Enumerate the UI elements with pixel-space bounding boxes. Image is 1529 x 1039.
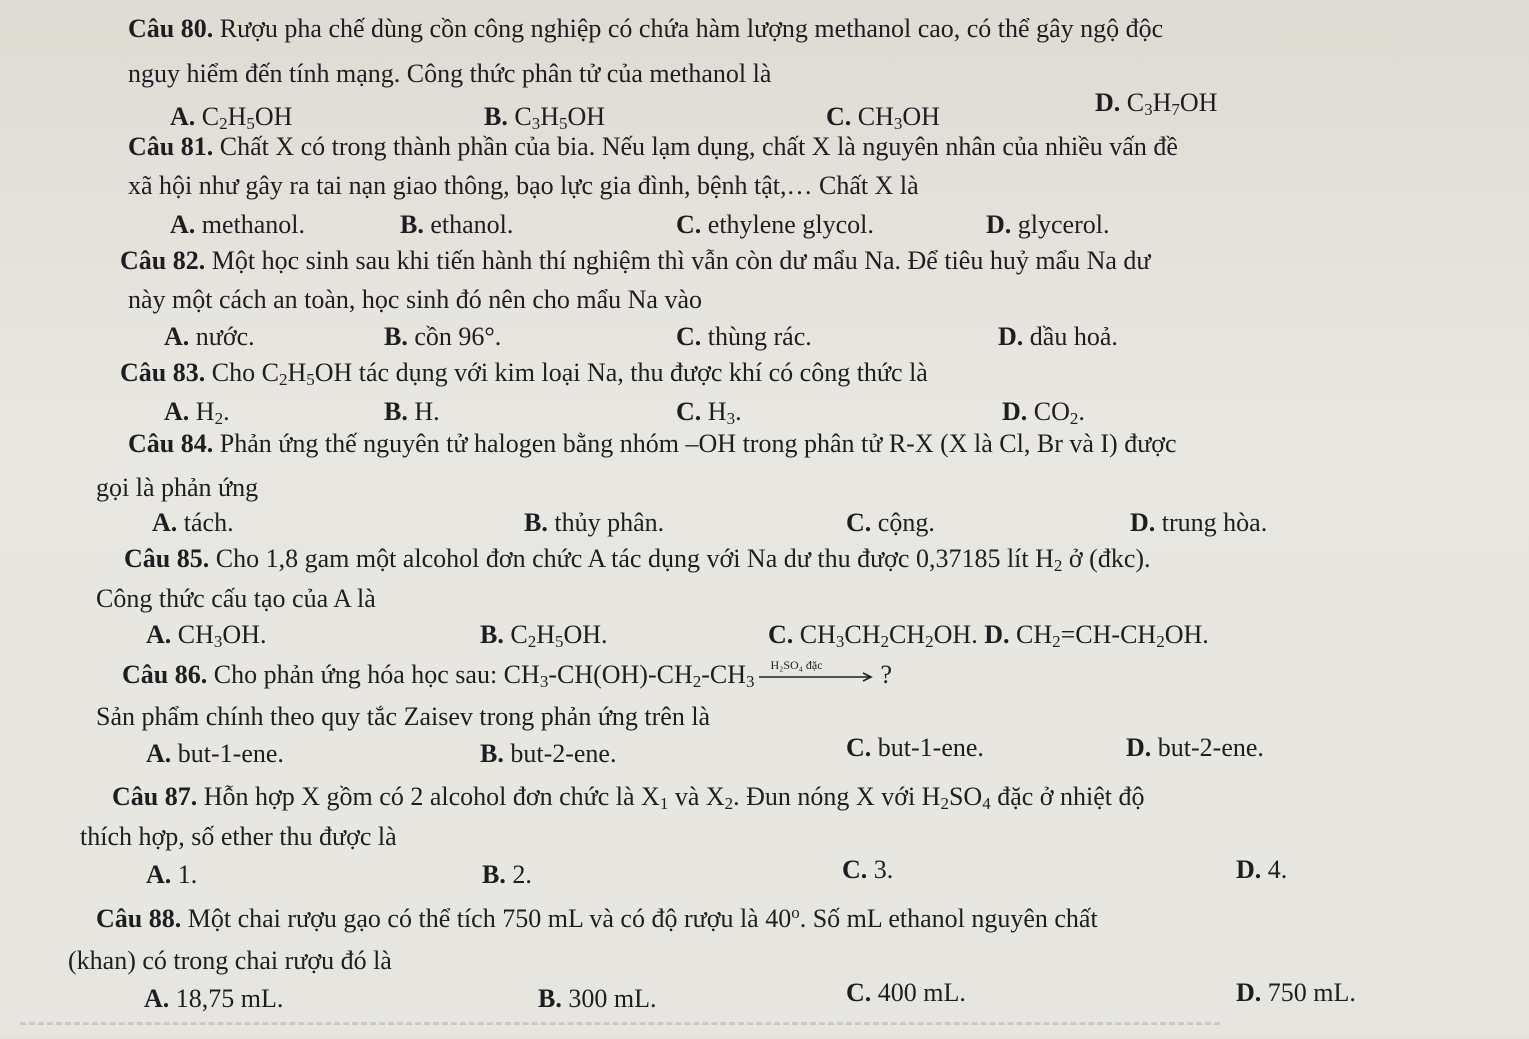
- cut-off-next-line: [20, 1022, 1220, 1039]
- question-83-option-b[interactable]: B. H.: [384, 397, 440, 426]
- question-86-stem-pre: Cho phản ứng hóa học sau: CH: [213, 660, 540, 689]
- question-80-label: Câu 80.: [128, 14, 214, 43]
- question-86-stem-post: ?: [880, 660, 893, 689]
- question-81-stem-2: xã hội như gây ra tai nạn giao thông, bạo lực gia đình, bệnh tật,… Chất X là: [128, 171, 919, 200]
- question-84-stem-2: gọi là phản ứng: [96, 473, 259, 502]
- arrow-icon: [759, 672, 877, 682]
- question-87-stem-post: đặc ở nhiệt độ: [990, 782, 1145, 811]
- question-88-option-d[interactable]: D. 750 mL.: [1236, 978, 1356, 1007]
- question-84-stem-1: Phản ứng thế nguyên tử halogen bằng nhóm –OH trong phân tử R-X (X là Cl, Br và I) được: [219, 429, 1177, 458]
- question-82-label: Câu 82.: [120, 246, 206, 275]
- question-85-stem-pre: Cho 1,8 gam một alcohol đơn chức A tác dụng với Na dư thu được 0,37185 lít H: [215, 544, 1054, 573]
- question-80-stem-2: nguy hiểm đến tính mạng. Công thức phân tử của methanol là: [128, 59, 772, 88]
- question-88-option-b[interactable]: B. 300 mL.: [538, 984, 657, 1013]
- question-81-line-1: [128, 132, 1178, 162]
- question-84-option-d[interactable]: D. trung hòa.: [1130, 508, 1268, 537]
- question-86-option-d[interactable]: D. but-2-ene.: [1126, 733, 1264, 762]
- question-81-line-2: [128, 171, 919, 201]
- question-85-option-a[interactable]: A. $CH_3OH$.: [146, 620, 267, 651]
- question-81-option-a[interactable]: A. methanol.: [170, 210, 306, 239]
- question-87-option-b[interactable]: B. 2.: [482, 860, 532, 889]
- question-86-option-a[interactable]: A. but-1-ene.: [146, 739, 284, 768]
- question-85-option-c-d[interactable]: C. $CH_3CH_2CH_2OH$. D. $CH_2=CH-CH_2OH$.: [768, 620, 1209, 651]
- question-85-label: Câu 85.: [124, 544, 210, 573]
- question-88-stem-post: . Số mL ethanol nguyên chất: [799, 904, 1098, 933]
- question-88-option-c[interactable]: C. 400 mL.: [846, 978, 966, 1007]
- question-84-line-2: [96, 473, 258, 503]
- question-83-option-a[interactable]: A. $H_2$.: [164, 397, 230, 428]
- question-87-option-a[interactable]: A. 1.: [146, 860, 198, 889]
- question-87-stem-2: thích hợp, số ether thu được là: [80, 822, 397, 851]
- question-84-option-c[interactable]: C. cộng.: [846, 508, 935, 537]
- question-82-stem-1: Một học sinh sau khi tiến hành thí nghiệm thì vẫn còn dư mẩu Na. Để tiêu huỷ mẩu Na dư: [211, 246, 1151, 275]
- question-81-option-d[interactable]: D. glycerol.: [986, 210, 1110, 239]
- question-86-label: Câu 86.: [122, 660, 208, 689]
- question-84-option-b[interactable]: B. thủy phân.: [524, 508, 665, 537]
- question-87-option-d[interactable]: D. 4.: [1236, 855, 1288, 884]
- question-84-label: Câu 84.: [128, 429, 214, 458]
- question-88-option-a[interactable]: A. 18,75 mL.: [144, 984, 284, 1013]
- question-82-line-2: [128, 285, 702, 315]
- question-86-line-2: [96, 702, 710, 732]
- reaction-arrow: [759, 658, 877, 688]
- question-85-line-1: Câu 85. Cho 1,8 gam một alcohol đơn chức A tác dụng với Na dư thu được 0,37185 lít $H_2$ ở (đkc).: [124, 544, 1151, 575]
- question-82-option-a[interactable]: A. nước.: [164, 322, 255, 351]
- question-87-label: Câu 87.: [112, 782, 198, 811]
- question-80-option-a[interactable]: A. $C_2H_5OH$: [170, 102, 293, 133]
- question-80-option-b[interactable]: B. $C_3H_5OH$: [484, 102, 606, 133]
- question-82-option-b[interactable]: B. cồn 96°.: [384, 322, 502, 351]
- question-81-option-b[interactable]: B. ethanol.: [400, 210, 514, 239]
- question-88-label: Câu 88.: [96, 904, 182, 933]
- question-83-option-c[interactable]: C. $H_3$.: [676, 397, 742, 428]
- question-86-option-c[interactable]: C. but-1-ene.: [846, 733, 984, 762]
- question-82-option-d[interactable]: D. dầu hoả.: [998, 322, 1118, 351]
- question-86-line-1: Câu 86. Cho phản ứng hóa học sau: $CH_3-CH(OH)-CH_2-CH_3$ H₂SO₄ đặc ?: [122, 658, 893, 691]
- question-83-label: Câu 83.: [120, 358, 206, 387]
- question-80-line-1: [128, 14, 1163, 44]
- question-81-label: Câu 81.: [128, 132, 214, 161]
- question-80-line-2: [128, 59, 771, 89]
- question-85-stem-2: Công thức cấu tạo của A là: [96, 584, 376, 613]
- question-83-stem-pre: Cho C: [211, 358, 279, 387]
- question-86-option-b[interactable]: B. but-2-ene.: [480, 739, 617, 768]
- question-82-option-c[interactable]: C. thùng rác.: [676, 322, 812, 351]
- question-81-stem-1: Chất X có trong thành phần của bia. Nếu lạm dụng, chất X là nguyên nhân của nhiều vấn đề: [219, 132, 1178, 161]
- question-87-line-1: Câu 87. Hỗn hợp X gồm có 2 alcohol đơn chức là $X_1$ và $X_2$. Đun nóng X với $H_2SO_4$ đặc ở nhiệt độ: [112, 782, 1145, 813]
- question-80-option-c[interactable]: C. $CH_3OH$: [826, 102, 940, 133]
- question-88-line-1: Câu 88. Một chai rượu gạo có thể tích 750 mL và có độ rượu là 40$^o$. Số mL ethanol nguyên chất: [96, 903, 1098, 933]
- question-82-stem-2: này một cách an toàn, học sinh đó nên cho mẩu Na vào: [128, 285, 702, 314]
- question-83-option-d[interactable]: D. $CO_2$.: [1002, 397, 1085, 428]
- question-87-line-2: [80, 822, 397, 852]
- question-88-line-2: [68, 946, 392, 976]
- question-88-stem-pre: Một chai rượu gạo có thể tích 750 mL và có độ rượu là 40: [187, 904, 792, 933]
- question-82-line-1: [120, 246, 1151, 276]
- question-80-stem-1: Rượu pha chế dùng cồn công nghiệp có chứa hàm lượng methanol cao, có thể gây ngộ độc: [219, 14, 1164, 43]
- question-84-line-1: [128, 429, 1177, 459]
- question-80-option-d[interactable]: D. $C_3H_7OH$: [1095, 88, 1218, 119]
- question-87-option-c[interactable]: C. 3.: [842, 855, 894, 884]
- question-83-stem-post: OH tác dụng với kim loại Na, thu được khí có công thức là: [314, 358, 928, 387]
- question-83-line-1: Câu 83. Cho $C_2H_5OH$ tác dụng với kim loại Na, thu được khí có công thức là: [120, 358, 928, 389]
- question-86-stem-2: Sản phẩm chính theo quy tắc Zaisev trong phản ứng trên là: [96, 702, 711, 731]
- question-85-line-2: [96, 584, 376, 614]
- question-84-option-a[interactable]: A. tách.: [152, 508, 234, 537]
- question-85-option-b[interactable]: B. $C_2H_5OH$.: [480, 620, 608, 651]
- question-81-option-c[interactable]: C. ethylene glycol.: [676, 210, 874, 239]
- question-88-stem-2: (khan) có trong chai rượu đó là: [68, 946, 392, 975]
- question-87-stem-pre: Hỗn hợp X gồm có 2 alcohol đơn chức là X: [203, 782, 660, 811]
- question-85-stem-post: ở (đkc).: [1062, 544, 1151, 573]
- reaction-condition: H₂SO₄ đặc: [770, 658, 823, 673]
